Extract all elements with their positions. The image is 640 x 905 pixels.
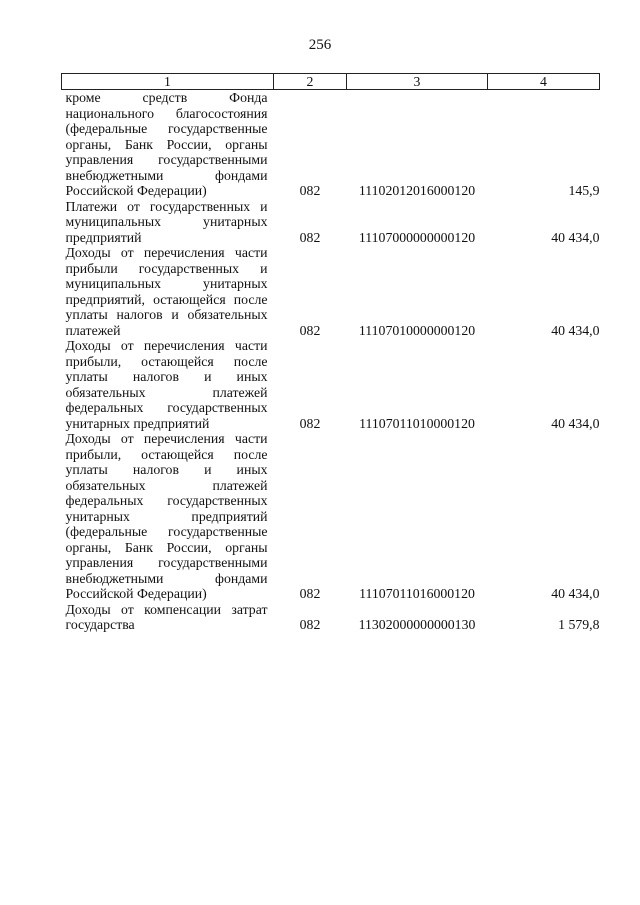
table-row <box>62 245 600 338</box>
row-budget-code: 11107000000000120 <box>358 229 476 245</box>
row-name: кроме средств Фонда национального благосостояния (федеральные государственные органы, Банк России, органы управления государственными внебюджетными фондами Российской Федерации) <box>65 90 268 198</box>
row-name: Доходы от перечисления части прибыли государственных и муниципальных унитарных предприятий, остающейся после уплаты налогов и обязательных платежей <box>65 245 268 338</box>
row-admin-code: 082 <box>299 322 321 338</box>
row-name: Доходы от компенсации затрат государства <box>65 601 268 632</box>
row-name: Доходы от перечисления части прибыли, остающейся после уплаты налогов и иных обязательных платежей федеральных государственных унитарных предприятий (федеральные государственные органы, Банк России, органы управления государственными внебюджетными фондами Российской Федерации) <box>65 431 268 601</box>
row-budget-code: 11302000000000130 <box>358 617 476 632</box>
row-budget-code: 11107011010000120 <box>359 415 475 431</box>
row-amount: 145,9 <box>568 183 600 198</box>
table-body <box>62 90 600 633</box>
row-name: Доходы от перечисления части прибыли, остающейся после уплаты налогов и иных обязательных платежей федеральных государственных унитарных предприятий <box>65 338 268 431</box>
row-budget-code: 11107011016000120 <box>359 586 475 601</box>
table-row <box>62 90 600 199</box>
header-col-4: 4 <box>488 74 600 90</box>
row-amount: 40 434,0 <box>551 322 600 338</box>
row-amount: 40 434,0 <box>551 586 600 601</box>
row-amount: 1 579,8 <box>558 617 600 632</box>
page-number: 256 <box>308 37 332 53</box>
table-row <box>62 602 600 633</box>
row-admin-code: 082 <box>299 617 321 632</box>
table-header <box>62 74 600 90</box>
row-admin-code: 082 <box>299 415 321 431</box>
row-admin-code: 082 <box>299 586 321 601</box>
table-row <box>62 338 600 431</box>
header-col-3: 3 <box>347 74 488 90</box>
header-col-2: 2 <box>274 74 347 90</box>
budget-table <box>61 73 600 633</box>
header-row <box>62 74 600 90</box>
row-name: Платежи от государственных и муниципальных унитарных предприятий <box>65 198 268 245</box>
row-admin-code: 082 <box>299 183 321 198</box>
table-row <box>62 199 600 246</box>
header-col-1: 1 <box>62 74 274 90</box>
row-amount: 40 434,0 <box>551 229 600 245</box>
table-row <box>62 431 600 602</box>
row-admin-code: 082 <box>299 229 321 245</box>
row-budget-code: 11107010000000120 <box>358 322 476 338</box>
row-budget-code: 11102012016000120 <box>358 183 476 198</box>
row-amount: 40 434,0 <box>551 415 600 431</box>
